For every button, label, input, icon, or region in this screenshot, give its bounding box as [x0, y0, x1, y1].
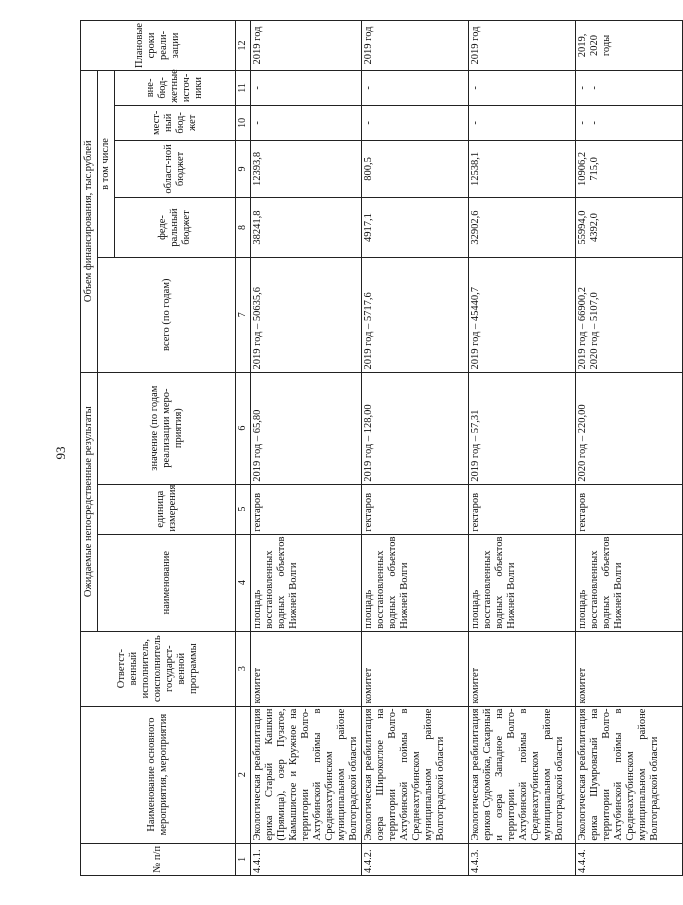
finance-total — [362, 257, 469, 372]
result-value-line: 2019 год – 57,31 — [470, 409, 481, 482]
column-number: 4 — [236, 534, 251, 631]
finance-federal-line: 32902,6 — [470, 210, 481, 245]
result-value-line: 2020 год – 220,00 — [577, 404, 588, 482]
table-row — [576, 21, 683, 876]
header-regional: област-ной бюджет — [115, 140, 236, 197]
finance-other-line: - — [252, 86, 263, 90]
column-number: 2 — [236, 706, 251, 843]
program-activities-table — [80, 20, 683, 876]
table-row — [362, 21, 469, 876]
header-results-group: Ожидаемые непосредственные результаты — [81, 372, 98, 631]
responsible-executor: комитет — [251, 631, 362, 706]
result-value — [576, 372, 683, 484]
result-value — [362, 372, 469, 484]
table-container — [80, 20, 660, 876]
finance-other-line: - — [589, 86, 600, 90]
finance-local-line: - — [589, 121, 600, 125]
finance-total-line: 2019 год – 5717,6 — [363, 292, 374, 370]
header-finance-group: Объем финансирования, тыс.рублей — [81, 70, 98, 372]
finance-local — [362, 105, 469, 140]
finance-other — [362, 70, 469, 105]
finance-total-line: 2019 год – 45440,7 — [470, 286, 481, 370]
header-num: № п/п — [81, 843, 236, 875]
column-number: 11 — [236, 70, 251, 105]
finance-other — [251, 70, 362, 105]
header-other: вне-бюд-жетные источ-ники — [115, 70, 236, 105]
header-result-unit: единица измерения — [98, 484, 236, 534]
column-number: 8 — [236, 198, 251, 258]
column-number: 6 — [236, 372, 251, 484]
table-row — [469, 21, 576, 876]
responsible-executor: комитет — [362, 631, 469, 706]
result-value — [251, 372, 362, 484]
result-indicator: площадь восстановленных водных объектов Нижней Волги — [576, 534, 683, 631]
result-unit: гектаров — [362, 484, 469, 534]
rotated-table-frame — [80, 20, 660, 876]
finance-federal — [576, 198, 683, 258]
activity-name: Экологическая реабилитация озера Широкоглое на территории Волго-Ахтубинской поймы в Среднеахтубинском муниципальном районе Волгоградской области — [362, 706, 469, 843]
finance-regional — [251, 140, 362, 197]
header-total: всего (по годам) — [98, 257, 236, 372]
column-number: 3 — [236, 631, 251, 706]
row-number: 4.4.4. — [576, 843, 683, 875]
finance-federal-line: 4392,0 — [589, 213, 600, 242]
finance-local-line: - — [470, 121, 481, 125]
implementation-term: 2019 год — [251, 21, 362, 71]
finance-total-line: 2019 год – 50635,6 — [252, 286, 263, 370]
header-including: в том числе — [98, 70, 115, 257]
finance-regional-line: 12538,1 — [470, 151, 481, 186]
finance-federal-line: 55994,0 — [577, 210, 588, 245]
header-term: Плановые сроки реали-зации — [81, 21, 236, 71]
finance-other — [576, 70, 683, 105]
row-number: 4.4.3. — [469, 843, 576, 875]
column-number: 7 — [236, 257, 251, 372]
result-value-line: 2019 год – 65,80 — [252, 409, 263, 482]
activity-name: Экологическая реабилитация ериков Судомойка, Сахарный и озера Западное на территории Волго-Ахтубинской поймы в Среднеахтубинском муниципальном районе Волгоградской области — [469, 706, 576, 843]
finance-local — [469, 105, 576, 140]
column-number: 12 — [236, 21, 251, 71]
finance-total — [251, 257, 362, 372]
responsible-executor: комитет — [469, 631, 576, 706]
result-unit: гектаров — [469, 484, 576, 534]
finance-other — [469, 70, 576, 105]
header-result-value: значение (по годам реализации меро-приятия) — [98, 372, 236, 484]
implementation-term: 2019, 2020 годы — [576, 21, 683, 71]
table-row — [251, 21, 362, 876]
finance-other-line: - — [470, 86, 481, 90]
finance-federal-line: 38241,8 — [252, 210, 263, 245]
finance-local-line: - — [363, 121, 374, 125]
result-indicator: площадь восстановленных водных объектов Нижней Волги — [251, 534, 362, 631]
column-number: 5 — [236, 484, 251, 534]
finance-total-line: 2019 год – 66900,2 — [577, 286, 588, 370]
result-unit: гектаров — [576, 484, 683, 534]
finance-regional-line: 800,5 — [363, 157, 374, 181]
column-number: 9 — [236, 140, 251, 197]
result-indicator: площадь восстановленных водных объектов Нижней Волги — [469, 534, 576, 631]
activity-name: Экологическая реабилитация ерика Шумроватый на территории Волго-Ахтубинской поймы в Среднеахтубинском муниципальном районе Волгоградской области — [576, 706, 683, 843]
finance-total — [469, 257, 576, 372]
finance-total — [576, 257, 683, 372]
finance-federal — [251, 198, 362, 258]
row-number: 4.4.1. — [251, 843, 362, 875]
finance-regional-line: 715,0 — [589, 157, 600, 181]
finance-local — [251, 105, 362, 140]
result-value-line: 2019 год – 128,00 — [363, 404, 374, 482]
finance-local — [576, 105, 683, 140]
responsible-executor: комитет — [576, 631, 683, 706]
finance-federal — [469, 198, 576, 258]
finance-regional-line: 12393,8 — [252, 151, 263, 186]
finance-regional-line: 10906,2 — [577, 151, 588, 186]
activity-name: Экологическая реабилитация ерика Старый Кашкин (Прямица), озер Пузатое, Камышистое и Кружное на территории Волго-Ахтубинской поймы в Среднеахтубинском муниципальном районе Волгоградской области — [251, 706, 362, 843]
result-indicator: площадь восстановленных водных объектов Нижней Волги — [362, 534, 469, 631]
result-unit: гектаров — [251, 484, 362, 534]
header-executor: Ответст-венный исполнитель, соисполнитель государст-венной программы — [81, 631, 236, 706]
column-number: 10 — [236, 105, 251, 140]
finance-regional — [362, 140, 469, 197]
finance-local-line: - — [577, 121, 588, 125]
header-result-name: наименование — [98, 534, 236, 631]
result-value — [469, 372, 576, 484]
column-number: 1 — [236, 843, 251, 875]
row-number: 4.4.2. — [362, 843, 469, 875]
finance-other-line: - — [363, 86, 374, 90]
implementation-term: 2019 год — [469, 21, 576, 71]
header-name: Наименование основного мероприятия, мероприятия — [81, 706, 236, 843]
finance-local-line: - — [252, 121, 263, 125]
finance-other-line: - — [577, 86, 588, 90]
page-number: 93 — [53, 446, 68, 460]
finance-federal — [362, 198, 469, 258]
header-local: мест-ный бюд-жет — [115, 105, 236, 140]
header-federal: феде-ральный бюджет — [115, 198, 236, 258]
finance-federal-line: 4917,1 — [363, 213, 374, 242]
implementation-term: 2019 год — [362, 21, 469, 71]
finance-regional — [469, 140, 576, 197]
finance-regional — [576, 140, 683, 197]
finance-total-line: 2020 год – 5107,0 — [589, 292, 600, 370]
